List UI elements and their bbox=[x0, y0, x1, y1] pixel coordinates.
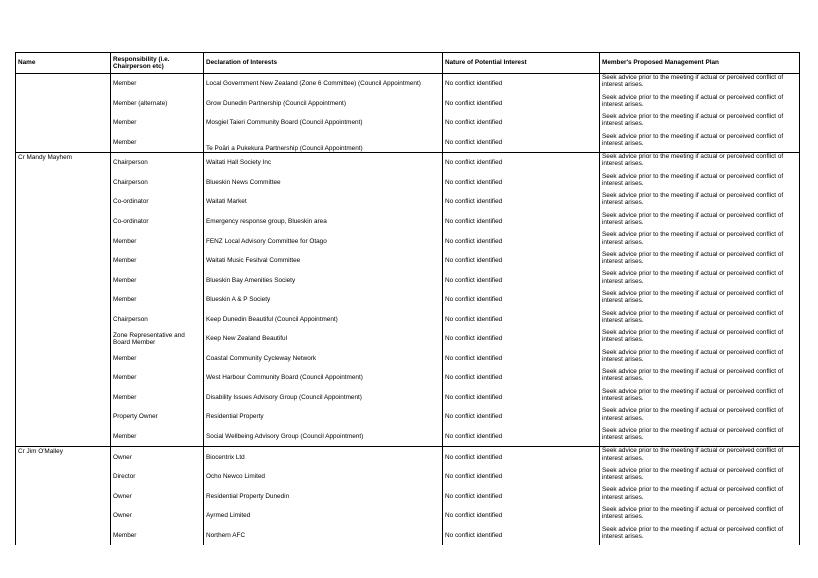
declaration-cell: Blueskin News Committee bbox=[204, 173, 443, 193]
header-plan: Member's Proposed Management Plan bbox=[600, 53, 800, 74]
member-name-cell bbox=[16, 94, 111, 114]
table-row bbox=[16, 506, 800, 526]
member-name-cell bbox=[16, 290, 111, 310]
management-plan-cell: Seek advice prior to the meeting if actual or perceived conflict of interest arises. bbox=[600, 231, 800, 251]
responsibility-cell: Member bbox=[111, 74, 204, 94]
table-row bbox=[16, 310, 800, 330]
table-row bbox=[16, 467, 800, 487]
management-plan-cell: Seek advice prior to the meeting if actual or perceived conflict of interest arises. bbox=[600, 94, 800, 114]
table-row bbox=[16, 192, 800, 212]
member-name-cell: Cr Mandy Mayhem bbox=[16, 153, 111, 173]
declaration-cell: Blueskin A & P Society bbox=[204, 290, 443, 310]
member-name-cell bbox=[16, 251, 111, 271]
table-row bbox=[16, 231, 800, 251]
member-name-cell bbox=[16, 467, 111, 487]
declaration-cell: Social Wellbeing Advisory Group (Council Appointment) bbox=[204, 427, 443, 447]
nature-cell: No conflict identified bbox=[443, 427, 600, 447]
table-row bbox=[16, 388, 800, 408]
management-plan-cell: Seek advice prior to the meeting if actual or perceived conflict of interest arises. bbox=[600, 251, 800, 271]
nature-cell: No conflict identified bbox=[443, 486, 600, 506]
nature-cell: No conflict identified bbox=[443, 231, 600, 251]
table-row bbox=[16, 251, 800, 271]
table-row bbox=[16, 290, 800, 310]
table-row bbox=[16, 153, 800, 173]
responsibility-cell: Member bbox=[111, 388, 204, 408]
management-plan-cell: Seek advice prior to the meeting if actual or perceived conflict of interest arises. bbox=[600, 113, 800, 133]
interests-table bbox=[15, 52, 800, 545]
declaration-cell: Waitati Music Fesitval Committee bbox=[204, 251, 443, 271]
management-plan-cell: Seek advice prior to the meeting if actual or perceived conflict of interest arises. bbox=[600, 368, 800, 388]
table-row bbox=[16, 447, 800, 467]
table-row bbox=[16, 427, 800, 447]
member-name-cell bbox=[16, 407, 111, 427]
member-name-cell bbox=[16, 486, 111, 506]
management-plan-cell: Seek advice prior to the meeting if actual or perceived conflict of interest arises. bbox=[600, 427, 800, 447]
declaration-cell: Residential Property Dunedin bbox=[204, 486, 443, 506]
declaration-cell: Coastal Community Cycleway Network bbox=[204, 349, 443, 369]
declaration-cell: Disability Issues Advisory Group (Council Appointment) bbox=[204, 388, 443, 408]
management-plan-cell: Seek advice prior to the meeting if actual or perceived conflict of interest arises. bbox=[600, 212, 800, 232]
management-plan-cell: Seek advice prior to the meeting if actual or perceived conflict of interest arises. bbox=[600, 270, 800, 290]
header-responsibility: Responsibility (i.e. Chairperson etc) bbox=[111, 53, 204, 74]
responsibility-cell: Chairperson bbox=[111, 173, 204, 193]
nature-cell: No conflict identified bbox=[443, 113, 600, 133]
management-plan-cell: Seek advice prior to the meeting if actual or perceived conflict of interest arises. bbox=[600, 310, 800, 330]
table-row bbox=[16, 407, 800, 427]
declaration-cell: Grow Dunedin Partnership (Council Appointment) bbox=[204, 94, 443, 114]
member-name-cell bbox=[16, 368, 111, 388]
nature-cell: No conflict identified bbox=[443, 388, 600, 408]
nature-cell: No conflict identified bbox=[443, 310, 600, 330]
nature-cell: No conflict identified bbox=[443, 94, 600, 114]
management-plan-cell: Seek advice prior to the meeting if actual or perceived conflict of interest arises. bbox=[600, 388, 800, 408]
table-row bbox=[16, 74, 800, 94]
member-name-cell bbox=[16, 212, 111, 232]
declaration-cell: Biocentrix Ltd bbox=[204, 447, 443, 467]
management-plan-cell: Seek advice prior to the meeting if actual or perceived conflict of interest arises. bbox=[600, 447, 800, 467]
nature-cell: No conflict identified bbox=[443, 173, 600, 193]
nature-cell: No conflict identified bbox=[443, 368, 600, 388]
table-row bbox=[16, 486, 800, 506]
responsibility-cell: Member bbox=[111, 251, 204, 271]
header-nature: Nature of Potential Interest bbox=[443, 53, 600, 74]
responsibility-cell: Co-ordinator bbox=[111, 212, 204, 232]
nature-cell: No conflict identified bbox=[443, 506, 600, 526]
member-name-cell bbox=[16, 310, 111, 330]
table-row bbox=[16, 113, 800, 133]
management-plan-cell: Seek advice prior to the meeting if actual or perceived conflict of interest arises. bbox=[600, 506, 800, 526]
member-name-cell bbox=[16, 506, 111, 526]
declaration-cell: Local Government New Zealand (Zone 6 Committee) (Council Appointment) bbox=[204, 74, 443, 94]
nature-cell: No conflict identified bbox=[443, 192, 600, 212]
responsibility-cell: Member bbox=[111, 290, 204, 310]
management-plan-cell: Seek advice prior to the meeting if actual or perceived conflict of interest arises. bbox=[600, 192, 800, 212]
declaration-cell: Mosgiel Taieri Community Board (Council Appointment) bbox=[204, 113, 443, 133]
management-plan-cell: Seek advice prior to the meeting if actual or perceived conflict of interest arises. bbox=[600, 407, 800, 427]
table-row bbox=[16, 133, 800, 153]
management-plan-cell: Seek advice prior to the meeting if actual or perceived conflict of interest arises. bbox=[600, 153, 800, 173]
responsibility-cell: Owner bbox=[111, 506, 204, 526]
table-row bbox=[16, 212, 800, 232]
declaration-cell: Waitati Hall Society Inc bbox=[204, 153, 443, 173]
nature-cell: No conflict identified bbox=[443, 349, 600, 369]
responsibility-cell: Chairperson bbox=[111, 153, 204, 173]
member-name-cell bbox=[16, 231, 111, 251]
nature-cell: No conflict identified bbox=[443, 447, 600, 467]
declaration-cell: Residential Property bbox=[204, 407, 443, 427]
declaration-cell: Emergency response group, Blueskin area bbox=[204, 212, 443, 232]
responsibility-cell: Member bbox=[111, 113, 204, 133]
nature-cell: No conflict identified bbox=[443, 133, 600, 153]
management-plan-cell: Seek advice prior to the meeting if actual or perceived conflict of interest arises. bbox=[600, 173, 800, 193]
declaration-cell: Waitati Market bbox=[204, 192, 443, 212]
nature-cell: No conflict identified bbox=[443, 526, 600, 546]
header-row bbox=[16, 53, 800, 74]
table-row bbox=[16, 349, 800, 369]
table-row bbox=[16, 329, 800, 349]
management-plan-cell: Seek advice prior to the meeting if actual or perceived conflict of interest arises. bbox=[600, 349, 800, 369]
member-name-cell bbox=[16, 388, 111, 408]
declaration-cell: Keep Dunedin Beautiful (Council Appointment) bbox=[204, 310, 443, 330]
nature-cell: No conflict identified bbox=[443, 407, 600, 427]
table-row bbox=[16, 368, 800, 388]
table-row bbox=[16, 173, 800, 193]
declaration-cell: West Harbour Community Board (Council Appointment) bbox=[204, 368, 443, 388]
declaration-cell: Ayrmed Limited bbox=[204, 506, 443, 526]
management-plan-cell: Seek advice prior to the meeting if actual or perceived conflict of interest arises. bbox=[600, 526, 800, 546]
responsibility-cell: Member bbox=[111, 526, 204, 546]
header-name: Name bbox=[16, 53, 111, 74]
responsibility-cell: Member bbox=[111, 368, 204, 388]
member-name-cell bbox=[16, 192, 111, 212]
header-declaration: Declaration of Interests bbox=[204, 53, 443, 74]
member-name-cell bbox=[16, 270, 111, 290]
management-plan-cell: Seek advice prior to the meeting if actual or perceived conflict of interest arises. bbox=[600, 329, 800, 349]
interests-register bbox=[15, 52, 799, 545]
member-name-cell bbox=[16, 113, 111, 133]
member-name-cell bbox=[16, 74, 111, 94]
management-plan-cell: Seek advice prior to the meeting if actual or perceived conflict of interest arises. bbox=[600, 467, 800, 487]
responsibility-cell: Member (alternate) bbox=[111, 94, 204, 114]
table-row bbox=[16, 94, 800, 114]
declaration-cell: Ocho Newco Limited bbox=[204, 467, 443, 487]
responsibility-cell: Member bbox=[111, 133, 204, 153]
table-row bbox=[16, 526, 800, 546]
declaration-cell: Northern AFC bbox=[204, 526, 443, 546]
responsibility-cell: Member bbox=[111, 231, 204, 251]
nature-cell: No conflict identified bbox=[443, 290, 600, 310]
member-name-cell bbox=[16, 526, 111, 546]
member-name-cell bbox=[16, 427, 111, 447]
responsibility-cell: Owner bbox=[111, 447, 204, 467]
responsibility-cell: Member bbox=[111, 427, 204, 447]
management-plan-cell: Seek advice prior to the meeting if actual or perceived conflict of interest arises. bbox=[600, 133, 800, 153]
nature-cell: No conflict identified bbox=[443, 153, 600, 173]
nature-cell: No conflict identified bbox=[443, 467, 600, 487]
member-name-cell bbox=[16, 173, 111, 193]
declaration-cell: Blueskin Bay Amenities Society bbox=[204, 270, 443, 290]
responsibility-cell: Member bbox=[111, 349, 204, 369]
member-name-cell bbox=[16, 329, 111, 349]
table-row bbox=[16, 270, 800, 290]
responsibility-cell: Member bbox=[111, 270, 204, 290]
responsibility-cell: Owner bbox=[111, 486, 204, 506]
management-plan-cell: Seek advice prior to the meeting if actual or perceived conflict of interest arises. bbox=[600, 290, 800, 310]
nature-cell: No conflict identified bbox=[443, 329, 600, 349]
responsibility-cell: Co-ordinator bbox=[111, 192, 204, 212]
responsibility-cell: Chairperson bbox=[111, 310, 204, 330]
responsibility-cell: Director bbox=[111, 467, 204, 487]
nature-cell: No conflict identified bbox=[443, 212, 600, 232]
responsibility-cell: Property Owner bbox=[111, 407, 204, 427]
management-plan-cell: Seek advice prior to the meeting if actual or perceived conflict of interest arises. bbox=[600, 486, 800, 506]
member-name-cell: Cr Jim O'Malley bbox=[16, 447, 111, 467]
nature-cell: No conflict identified bbox=[443, 74, 600, 94]
management-plan-cell: Seek advice prior to the meeting if actual or perceived conflict of interest arises. bbox=[600, 74, 800, 94]
declaration-cell: Keep New Zealand Beautiful bbox=[204, 329, 443, 349]
declaration-cell: FENZ Local Advisory Committee for Otago bbox=[204, 231, 443, 251]
responsibility-cell: Zone Representative and Board Member bbox=[111, 329, 204, 349]
member-name-cell bbox=[16, 133, 111, 153]
member-name-cell bbox=[16, 349, 111, 369]
nature-cell: No conflict identified bbox=[443, 251, 600, 271]
nature-cell: No conflict identified bbox=[443, 270, 600, 290]
declaration-cell: Te Poāri a Pukekura Partnership (Council Appointment) bbox=[204, 133, 443, 153]
